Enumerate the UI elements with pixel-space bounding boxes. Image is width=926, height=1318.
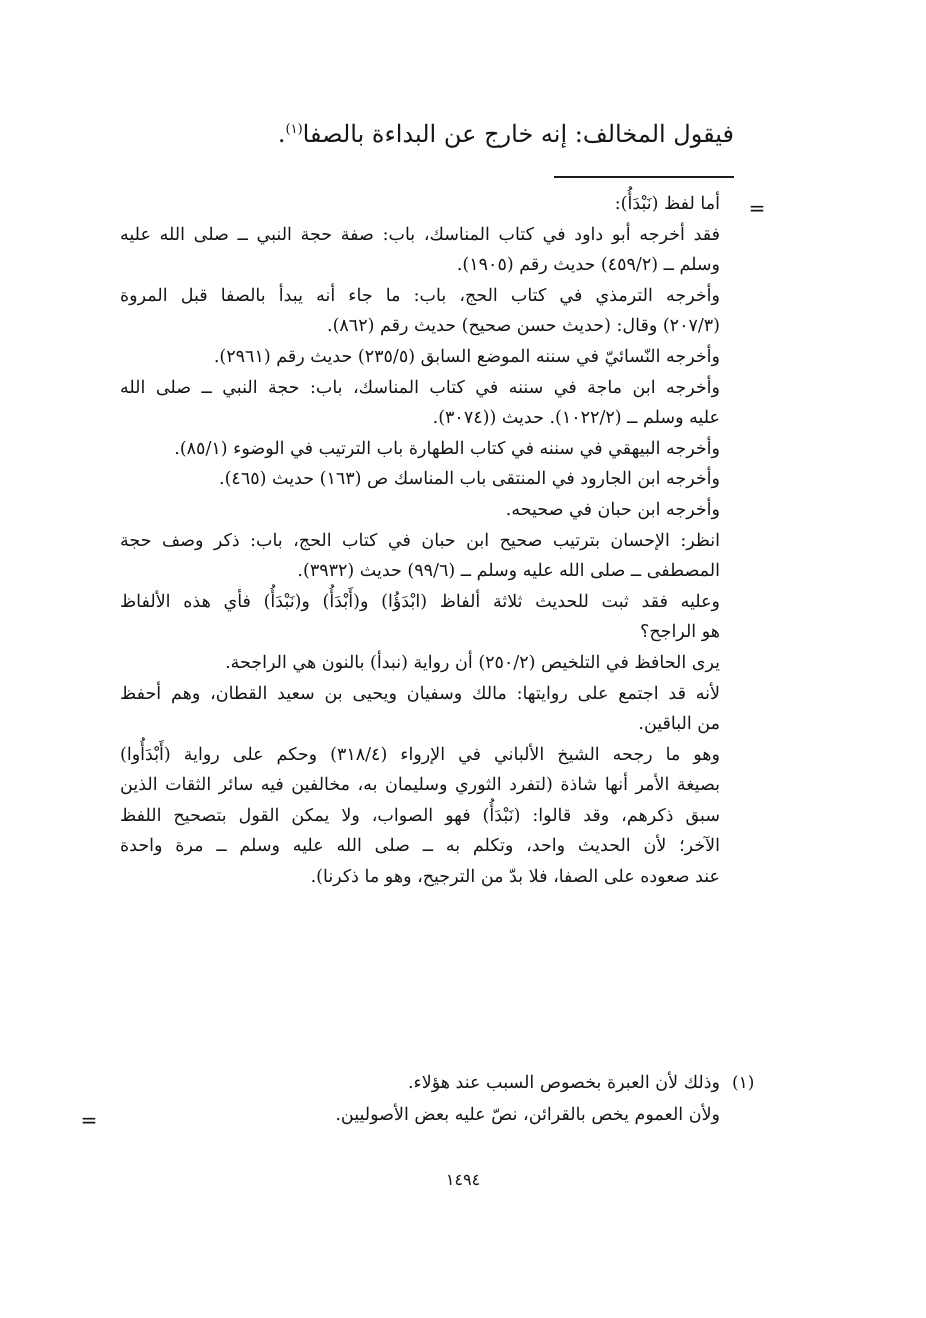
footnote-line: يرى الحافظ في التلخيص (٢٥٠/٢) أن رواية (نبدأ) بالنون هي الراجحة. xyxy=(225,652,720,673)
footnote-line: أما لفظ (نَبْدَأُ): xyxy=(614,194,720,214)
footnote-1-block xyxy=(120,1067,720,1131)
footnote-line: (٢٠٧/٣) وقال: (حديث حسن صحيح) حديث رقم (٨٦٢). xyxy=(327,316,720,337)
footnote-line: عند صعوده على الصفا، فلا بدّ من الترجيح، وهو ما ذكرنا). xyxy=(310,867,720,888)
footnote-separator-rule xyxy=(554,176,734,178)
main-text-line xyxy=(174,114,734,154)
footnote-line: وهو ما رجحه الشيخ الألباني في الإرواء (٣١٨/٤) وحكم على رواية (أَبْدَأُوا) xyxy=(120,744,720,765)
footnote-line: الآخر؛ لأن الحديث واحد، وتكلم به ــ صلى الله عليه وسلم ــ مرة واحدة xyxy=(120,836,720,857)
footnote-line: المصطفى ــ صلى الله عليه وسلم ــ (٩٩/٦) حديث (٣٩٣٢). xyxy=(297,561,720,582)
footnote-continuation-block xyxy=(120,189,720,893)
footnote-line: وسلم ــ (٤٥٩/٢) حديث رقم (١٩٠٥). xyxy=(456,255,720,276)
footnote-line: وأخرجه النّسائيّ في سننه الموضع السابق (٢٣٥/٥) حديث رقم (٢٩٦١). xyxy=(213,346,720,367)
footnote-line: عليه وسلم ــ (١٠٢٢/٢). حديث ((٣٠٧٤). xyxy=(432,408,720,429)
main-text: فيقول المخالف: إنه خارج عن البداءة بالصفا xyxy=(302,120,734,148)
footnote-line: بصيغة الأمر أنها شاذة (لتفرد الثوري وسليمان به، مخالفين فيه سائر الثقات الذين xyxy=(120,775,720,796)
footnote-line: انظر: الإحسان بترتيب صحيح ابن حبان في كتاب الحج، باب: ذكر وصف حجة xyxy=(120,530,720,551)
footnote-line: سبق ذكرهم، وقد قالوا: (نَبْدَأُ) فهو الصواب، ولا يمكن القول بتصحيح اللفظ xyxy=(120,805,720,826)
footnote-line: وأخرجه ابن ماجة في سننه في كتاب المناسك، باب: حجة النبي ــ صلى الله xyxy=(120,377,720,398)
main-text-end: . xyxy=(277,120,286,148)
footnote-line: وأخرجه ابن حبان في صحيحه. xyxy=(505,499,720,520)
footnote-line: لأنه قد اجتمع على روايتها: مالك وسفيان ويحيى بن سعيد القطان، وهم أحفظ xyxy=(120,683,720,704)
continuation-mark-bottom: = xyxy=(80,1108,98,1132)
footnote-1-number: (١) xyxy=(732,1073,755,1093)
footnote-line: وأخرجه البيهقي في سننه في كتاب الطهارة باب الترتيب في الوضوء (٨٥/١). xyxy=(174,438,720,459)
footnote-reference: (١) xyxy=(285,122,303,137)
footnote-line: فقد أخرجه أبو داود في كتاب المناسك، باب: صفة حجة النبي ــ صلى الله عليه xyxy=(120,224,720,245)
page-number: ١٤٩٤ xyxy=(445,1170,481,1189)
footnote-1-line: ولأن العموم يخص بالقرائن، نصّ عليه بعض الأصوليين. xyxy=(335,1105,720,1125)
footnote-line: هو الراجح؟ xyxy=(640,622,720,643)
footnote-line: وأخرجه ابن الجارود في المنتقى باب المناسك ص (١٦٣) حديث (٤٦٥). xyxy=(219,469,720,490)
footnote-line: وعليه فقد ثبت للحديث ثلاثة ألفاظ (ابْدَؤُا) و(أَبْدَأُ) و(نَبْدَأُ) فأي هذه الألفاظ xyxy=(120,591,720,612)
continuation-mark-top: = xyxy=(748,196,766,220)
footnote-1-line: وذلك لأن العبرة بخصوص السبب عند هؤلاء. xyxy=(407,1073,720,1093)
footnote-line: وأخرجه الترمذي في كتاب الحج، باب: ما جاء أنه يبدأ بالصفا قبل المروة xyxy=(120,285,720,306)
footnote-line: من الباقين. xyxy=(638,714,720,735)
